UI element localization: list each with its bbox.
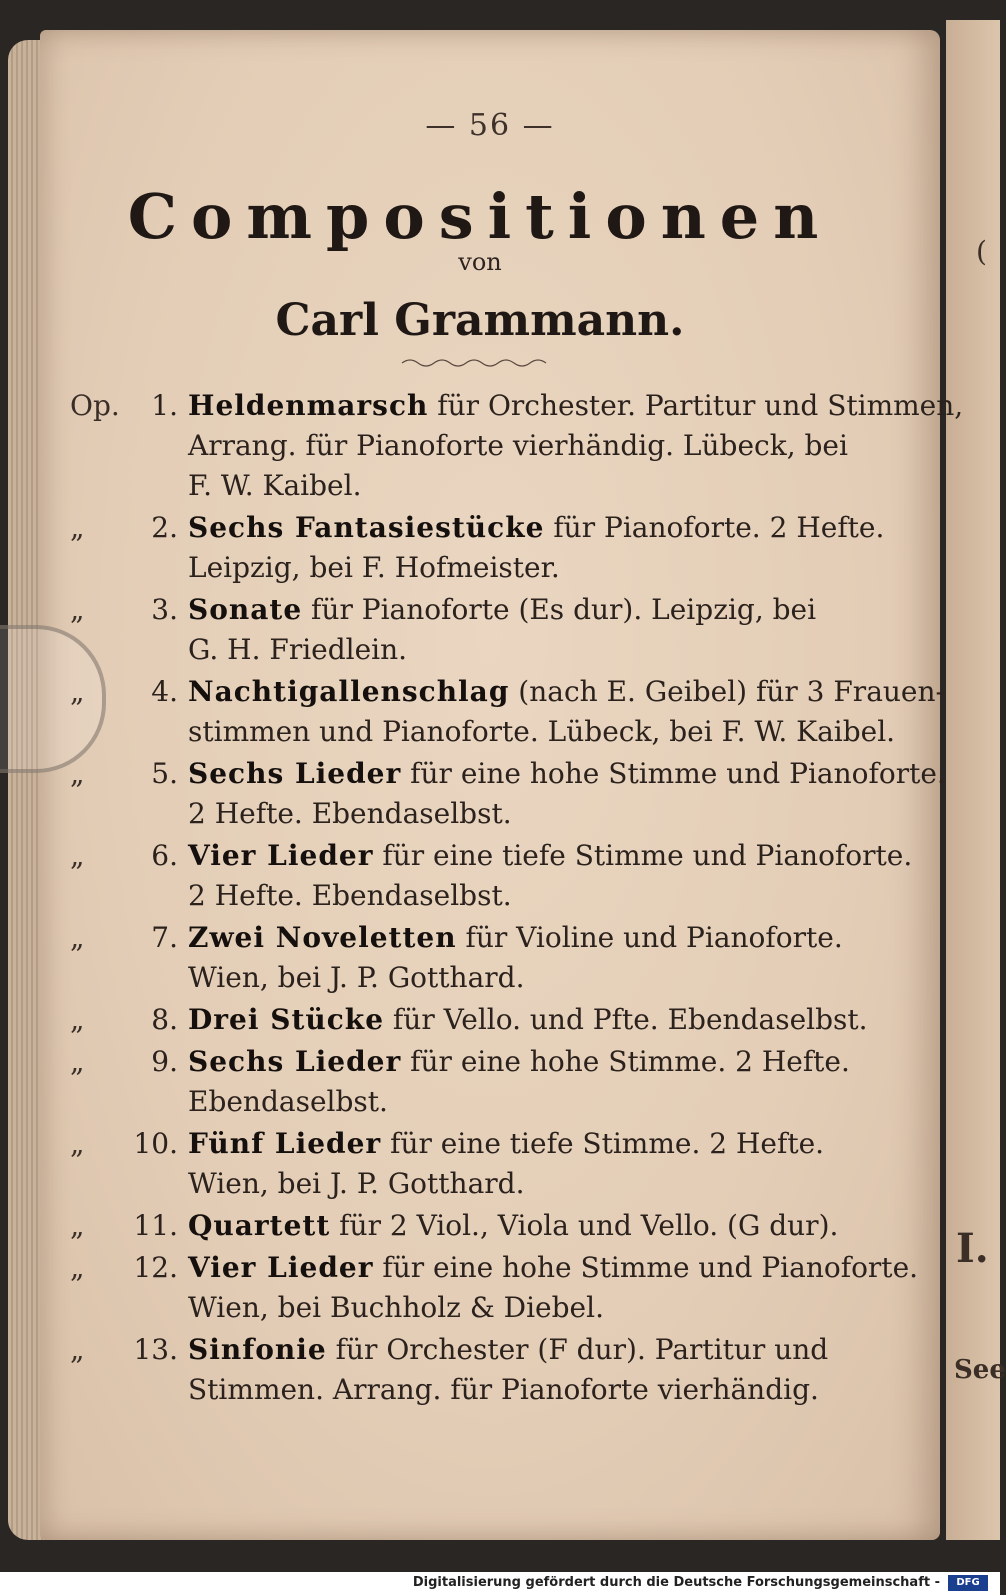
entry-continuation: Wien, bei J. P. Gotthard. — [188, 961, 525, 994]
entry-continuation: 2 Hefte. Ebendaselbst. — [188, 879, 512, 912]
opus-number: 12. — [133, 1251, 178, 1284]
work-title: Heldenmarsch — [188, 389, 429, 422]
opus-number: 1. — [151, 389, 178, 422]
entry-line — [70, 1329, 900, 1369]
entry-line — [70, 957, 900, 997]
entry-text — [188, 921, 843, 954]
composition-entry — [70, 753, 946, 833]
entry-line — [70, 1041, 900, 1081]
work-title: Vier Lieder — [188, 1251, 374, 1284]
composition-entry — [70, 385, 964, 505]
work-description: für eine tiefe Stimme und Pianoforte. — [373, 839, 913, 872]
entry-line — [70, 507, 900, 547]
composition-entry — [70, 1205, 900, 1245]
author-name: Carl Grammann. — [275, 295, 685, 346]
entry-text — [188, 675, 945, 708]
entry-line — [70, 835, 913, 875]
entry-line — [70, 1081, 900, 1121]
entry-line — [70, 465, 900, 505]
opus-prefix: „ — [70, 675, 85, 708]
entry-text — [188, 1003, 868, 1036]
composition-entry — [70, 1247, 919, 1327]
entry-line — [70, 425, 900, 465]
work-description: für eine hohe Stimme und Pianoforte. — [401, 757, 946, 790]
dfg-logo: DFG — [948, 1575, 988, 1591]
work-title: Sechs Lieder — [188, 1045, 402, 1078]
opus-prefix: „ — [70, 757, 85, 790]
entry-text — [188, 593, 816, 626]
entry-continuation: F. W. Kaibel. — [188, 469, 362, 502]
composition-entry — [70, 1329, 900, 1409]
entry-line — [70, 917, 900, 957]
opus-prefix: „ — [70, 511, 85, 544]
opus-prefix: „ — [70, 1045, 85, 1078]
work-description: für Orchester. Partitur und Stimmen, — [428, 389, 964, 422]
entry-continuation: Wien, bei J. P. Gotthard. — [188, 1167, 525, 1200]
opus-number: 4. — [151, 675, 178, 708]
opus-number: 13. — [133, 1333, 178, 1366]
entry-text — [188, 1045, 850, 1078]
opus-prefix: „ — [70, 1127, 85, 1160]
opus-number: 5. — [151, 757, 178, 790]
work-description: für eine hohe Stimme. 2 Hefte. — [401, 1045, 850, 1078]
entry-text — [188, 1333, 828, 1366]
entry-line — [70, 999, 900, 1039]
work-description: für 2 Viol., Viola und Vello. (G dur). — [330, 1209, 839, 1242]
composition-list — [70, 385, 964, 1411]
entry-continuation: Wien, bei Buchholz & Diebel. — [188, 1291, 604, 1324]
entry-text — [188, 389, 963, 422]
composition-entry — [70, 1041, 900, 1121]
adjacent-page-mark: ( — [976, 235, 987, 268]
composition-entry — [70, 507, 900, 587]
adjacent-page-mark: See — [954, 1355, 1006, 1385]
opus-prefix: „ — [70, 1333, 85, 1366]
entry-continuation: Arrang. für Pianoforte vierhändig. Lübeck, bei — [188, 429, 848, 462]
opus-prefix: „ — [70, 1003, 85, 1036]
entry-text — [188, 839, 912, 872]
opus-prefix: „ — [70, 593, 85, 626]
entry-text — [188, 1251, 918, 1284]
entry-line — [70, 671, 945, 711]
composition-entry — [70, 835, 913, 915]
entry-line — [70, 875, 900, 915]
entry-line — [70, 1247, 919, 1287]
work-title: Fünf Lieder — [188, 1127, 382, 1160]
entry-line — [70, 793, 900, 833]
work-description: für eine hohe Stimme und Pianoforte. — [373, 1251, 919, 1284]
ornament-divider — [400, 355, 550, 371]
entry-line — [70, 589, 900, 629]
composition-entry — [70, 671, 945, 751]
opus-number: 7. — [151, 921, 178, 954]
opus-prefix: „ — [70, 839, 85, 872]
entry-text — [188, 511, 884, 544]
entry-line — [70, 711, 900, 751]
entry-line — [70, 1123, 900, 1163]
work-description: für Violine und Pianoforte. — [456, 921, 843, 954]
page-title: Compositionen — [127, 180, 833, 253]
opus-prefix: „ — [70, 921, 85, 954]
entry-continuation: G. H. Friedlein. — [188, 633, 408, 666]
composition-entry — [70, 1123, 900, 1203]
opus-number: 11. — [133, 1209, 178, 1242]
entry-line — [70, 1205, 900, 1245]
work-title: Sechs Lieder — [188, 757, 402, 790]
entry-continuation: stimmen und Pianoforte. Lübeck, bei F. W. Kaibel. — [188, 715, 896, 748]
entry-line — [70, 753, 946, 793]
entry-line — [70, 547, 900, 587]
work-title: Quartett — [188, 1209, 331, 1242]
entry-continuation: Leipzig, bei F. Hofmeister. — [188, 551, 560, 584]
entry-continuation: Ebendaselbst. — [188, 1085, 388, 1118]
subtitle: von — [458, 248, 502, 276]
work-description: für Orchester (F dur). Partitur und — [326, 1333, 829, 1366]
work-title: Sinfonie — [188, 1333, 327, 1366]
opus-prefix: „ — [70, 1209, 85, 1242]
opus-number: 3. — [151, 593, 178, 626]
entry-line — [70, 1163, 900, 1203]
work-title: Nachtigallenschlag — [188, 675, 510, 708]
work-title: Sonate — [188, 593, 303, 626]
opus-prefix: „ — [70, 1251, 85, 1284]
page-number: — 56 — — [425, 108, 555, 143]
entry-line — [70, 1287, 900, 1327]
opus-number: 9. — [151, 1045, 178, 1078]
work-title: Vier Lieder — [188, 839, 374, 872]
entry-line — [70, 629, 900, 669]
composition-entry — [70, 917, 900, 997]
work-description: für Pianoforte. 2 Hefte. — [544, 511, 885, 544]
entry-text — [188, 757, 946, 790]
work-title: Drei Stücke — [188, 1003, 385, 1036]
entry-text — [188, 1209, 838, 1242]
opus-number: 10. — [133, 1127, 178, 1160]
entry-continuation: 2 Hefte. Ebendaselbst. — [188, 797, 512, 830]
entry-line — [70, 385, 964, 425]
work-description: (nach E. Geibel) für 3 Frauen- — [509, 675, 945, 708]
opus-number: 6. — [151, 839, 178, 872]
work-description: für Pianoforte (Es dur). Leipzig, bei — [302, 593, 817, 626]
entry-line — [70, 1369, 900, 1409]
opus-number: 8. — [151, 1003, 178, 1036]
adjacent-page-mark: I. — [956, 1225, 989, 1272]
opus-number: 2. — [151, 511, 178, 544]
opus-prefix: Op. — [70, 389, 120, 422]
entry-continuation: Stimmen. Arrang. für Pianoforte vierhändig. — [188, 1373, 819, 1406]
work-description: für Vello. und Pfte. Ebendaselbst. — [384, 1003, 868, 1036]
footer-credit: Digitalisierung gefördert durch die Deutsche Forschungsgemeinschaft - — [412, 1575, 940, 1590]
work-title: Sechs Fantasiestücke — [188, 511, 545, 544]
work-description: für eine tiefe Stimme. 2 Hefte. — [381, 1127, 825, 1160]
composition-entry — [70, 589, 900, 669]
footer-bar — [0, 1572, 1000, 1595]
entry-text — [188, 1127, 824, 1160]
work-title: Zwei Noveletten — [188, 921, 457, 954]
composition-entry — [70, 999, 900, 1039]
